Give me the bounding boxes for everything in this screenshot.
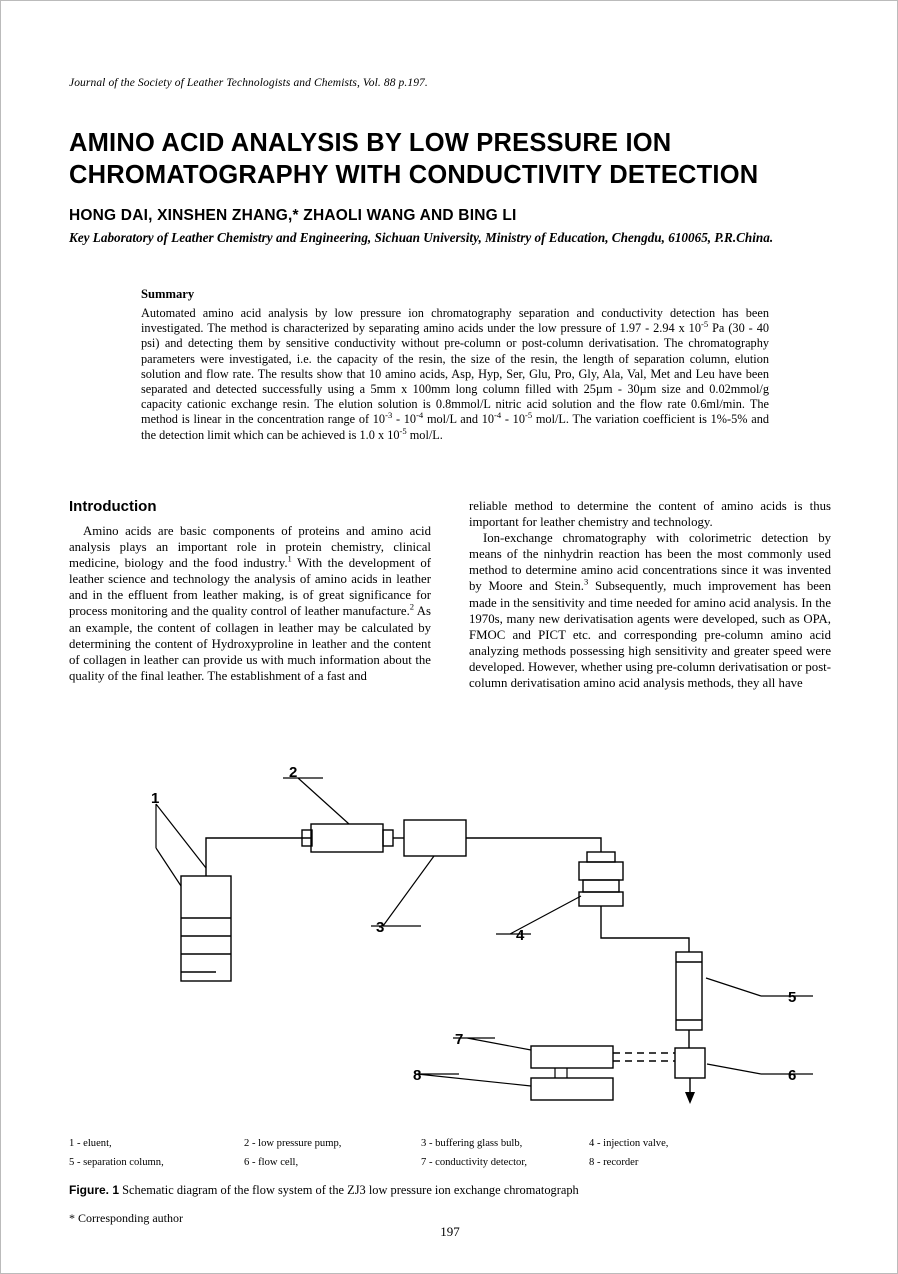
figure-callout-8: 8 — [413, 1067, 422, 1084]
intro-paragraph-right-2: Ion-exchange chromatography with colorimetric detection by means of the ninhydrin reaction has been the most commonly used method to determine amino acid concentrations since it was invented by Moore and Stein.$^3$ Subsequently, much improvement has been made in the sensitivity and time needed for amino acid analysis. In the 1970s, many new derivatisation agents were developed, such as OPA, FMOC and PICT etc. and corresponding pre-column amino acid analyzing methods possessing high sensitivity and greater speed were developed. However, whether using pre-column derivatisation or post-column derivatisation amino acid analysis methods, they all have — [469, 531, 831, 691]
corresponding-author-footnote: * Corresponding author — [69, 1211, 183, 1225]
legend-item-8: 8 - recorder — [589, 1157, 639, 1168]
figure-caption-text: Schematic diagram of the flow system of the ZJ3 low pressure ion exchange chromatograph — [122, 1183, 579, 1197]
eluent-reservoir — [181, 876, 231, 981]
introduction-heading: Introduction — [69, 498, 157, 515]
affiliation: Key Laboratory of Leather Chemistry and Engineering, Sichuan University, Ministry of Education, Chengdu, 610065, P.R.China. — [69, 230, 774, 245]
summary-heading: Summary — [141, 287, 195, 301]
intro-paragraph-right-1: reliable method to determine the content of amino acids is thus important for leather chemistry and technology. — [469, 499, 831, 530]
page-title — [69, 127, 839, 191]
legend-item-4: 4 - injection valve, — [589, 1138, 669, 1149]
figure-callout-6: 6 — [788, 1067, 797, 1084]
figure-callout-7: 7 — [455, 1031, 464, 1048]
legend-item-6: 6 - flow cell, — [244, 1157, 299, 1168]
summary-text: Automated amino acid analysis by low pressure ion chromatography separation and conductivity detection has been investigated. The method is characterized by separating amino acids under the low pressure of 1.97 - 2.94 x $10^{-5}$ Pa (30 - 40 psi) and detecting them by sensitive conductivity without pre-column or post-column derivatisation. The chromatography parameters were investigated, i.e. the capacity of the resin, the size of the resin, the length of separation column, elution solution and flow rate. The results show that 10 amino acids, Asp, Hyp, Ser, Glu, Pro, Gly, Ala, Val, Met and Leu have been separated and detected successfully using a 5mm x 100mm long column filled with 25µm - 30µm size and 0.02mmol/g capacity cationic exchange resin. The elution solution is 0.8mmol/L nitric acid solution and the flow rate 0.6ml/min. The method is linear in the concentration range of $10^{-3} - 10^{-4}$ mol/L and $10^{-4} - 10^{-5}$ mol/L. The variation coefficient is 1%-5% and the detection limit which can be achieved is 1.0 x $10^{-5}$ mol/L. — [141, 306, 770, 442]
buffering-glass-bulb — [404, 820, 466, 856]
figure-caption — [69, 1183, 579, 1198]
recorder — [531, 1078, 613, 1100]
conductivity-detector — [531, 1046, 613, 1068]
legend-item-3: 3 - buffering glass bulb, — [421, 1138, 523, 1149]
figure-callout-2: 2 — [289, 764, 298, 781]
separation-column — [676, 952, 702, 1030]
title-line-1: AMINO ACID ANALYSIS BY LOW PRESSURE ION — [69, 129, 672, 157]
body-column-right — [469, 498, 831, 691]
low-pressure-pump — [311, 824, 383, 852]
legend-item-2: 2 - low pressure pump, — [244, 1138, 342, 1149]
figure-callout-4: 4 — [516, 927, 525, 944]
figure-callout-5: 5 — [788, 989, 797, 1006]
summary-block — [141, 287, 769, 443]
legend-item-1: 1 - eluent, — [69, 1138, 112, 1149]
figure-schematic — [61, 756, 851, 1106]
body-column-left — [69, 523, 431, 684]
figure-callout-1: 1 — [151, 790, 160, 807]
title-line-2: CHROMATOGRAPHY WITH CONDUCTIVITY DETECTION — [69, 161, 759, 189]
flow-cell — [675, 1048, 705, 1078]
journal-reference-line: Journal of the Society of Leather Technologists and Chemists, Vol. 88 p.197. — [69, 77, 428, 89]
legend-item-7: 7 - conductivity detector, — [421, 1157, 528, 1168]
eluent-tube — [206, 838, 311, 876]
page-number: 197 — [440, 1224, 460, 1239]
figure-caption-label: Figure. 1 — [69, 1183, 120, 1197]
author-list: HONG DAI, XINSHEN ZHANG,* ZHAOLI WANG AND BING LI — [69, 207, 517, 224]
intro-paragraph-left: Amino acids are basic components of proteins and amino acid analysis plays an important role in protein chemistry, clinical medicine, biology and the food industry.$^1$ With the development of leather science and technology the analysis of amino acids in leather and in the effluent from leather making, is of great significance for process monitoring and the quality control of leather manufacture.$^2$ As an example, the content of collagen in leather may be calculated by determining the content of Hydroxyproline in leather and the content of collagen in leather can provide us with much information about the quality of the final leather. The establishment of a fast and — [69, 524, 431, 683]
figure-callout-3: 3 — [376, 919, 385, 936]
injection-valve-top — [587, 852, 615, 862]
legend-item-5: 5 - separation column, — [69, 1157, 164, 1168]
